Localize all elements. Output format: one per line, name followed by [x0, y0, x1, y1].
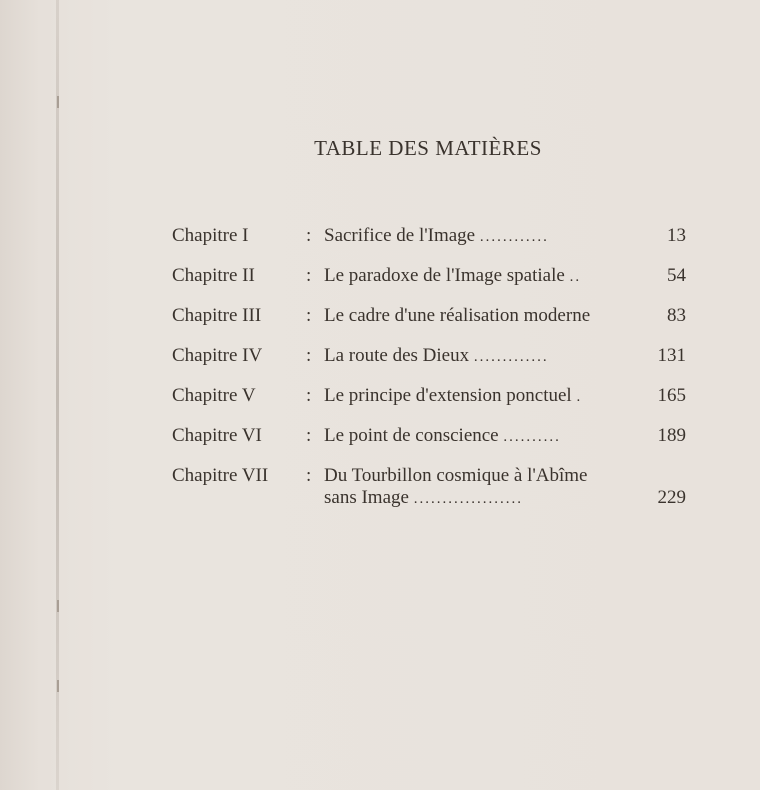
- separator: :: [306, 225, 312, 246]
- chapter-title-continued: sans Image ...................: [324, 487, 523, 508]
- gutter-mark: [57, 600, 59, 612]
- chapter-title: Le point de conscience ..........: [324, 425, 561, 446]
- page-number: 13: [667, 225, 686, 246]
- page-number: 165: [657, 385, 686, 406]
- page-number: 54: [667, 265, 686, 286]
- chapter-label: Chapitre II: [172, 265, 255, 286]
- chapter-label: Chapitre I: [172, 225, 249, 246]
- toc-entry-6: [172, 422, 692, 462]
- page-number: 83: [667, 305, 686, 326]
- separator: :: [306, 465, 312, 486]
- separator: :: [306, 265, 312, 286]
- toc-entry-3: [172, 302, 692, 342]
- chapter-label: Chapitre III: [172, 305, 262, 326]
- separator: :: [306, 305, 312, 326]
- chapter-title: Le principe d'extension ponctuel .: [324, 385, 583, 406]
- toc-entry-2: [172, 262, 692, 302]
- table-of-contents: [172, 222, 692, 522]
- separator: :: [306, 385, 312, 406]
- chapter-title: La route des Dieux .............: [324, 345, 549, 366]
- toc-heading: TABLE DES MATIÈRES: [314, 136, 542, 160]
- toc-entry-7: [172, 462, 692, 522]
- page-gutter: [56, 0, 59, 790]
- gutter-mark: [57, 680, 59, 692]
- chapter-title: Sacrifice de l'Image ............: [324, 225, 549, 246]
- separator: :: [306, 345, 312, 366]
- chapter-title: Le cadre d'une réalisation moderne: [324, 305, 591, 326]
- toc-entry-4: [172, 342, 692, 382]
- chapter-label: Chapitre IV: [172, 345, 263, 366]
- gutter-mark: [57, 96, 59, 108]
- page-number: 189: [657, 425, 686, 446]
- toc-entry-1: [172, 222, 692, 262]
- page-number: 131: [657, 345, 686, 366]
- chapter-label: Chapitre VI: [172, 425, 262, 446]
- chapter-label: Chapitre V: [172, 385, 256, 406]
- toc-entry-5: [172, 382, 692, 422]
- chapter-title: Du Tourbillon cosmique à l'Abîme: [324, 465, 588, 486]
- chapter-title: Le paradoxe de l'Image spatiale ..: [324, 265, 582, 286]
- page-number: 229: [657, 487, 686, 508]
- separator: :: [306, 425, 312, 446]
- chapter-label: Chapitre VII: [172, 465, 269, 486]
